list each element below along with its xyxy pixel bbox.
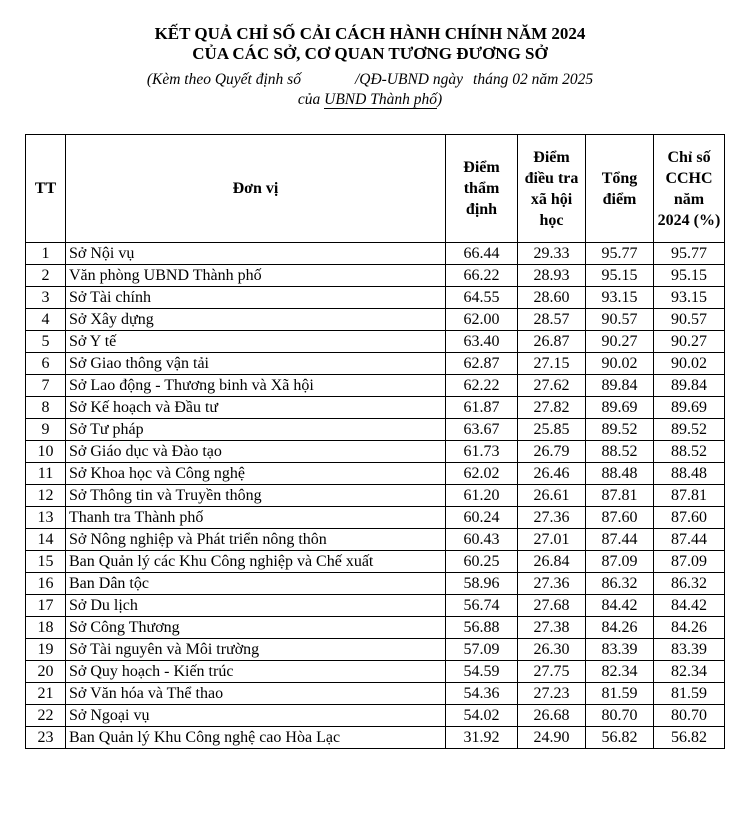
row-number: 7 <box>26 375 66 397</box>
appraisal-score: 56.74 <box>446 595 518 617</box>
appraisal-score: 54.02 <box>446 705 518 727</box>
row-number: 4 <box>26 309 66 331</box>
decision-date: tháng 02 năm 2025 <box>473 71 594 88</box>
column-header-total: Tổng điểm <box>586 135 654 243</box>
row-number: 3 <box>26 287 66 309</box>
unit-name: Sở Khoa học và Công nghệ <box>66 463 446 485</box>
table-row <box>26 705 725 727</box>
unit-name: Ban Quản lý Khu Công nghệ cao Hòa Lạc <box>66 727 446 749</box>
appraisal-score: 61.87 <box>446 397 518 419</box>
decision-reference <box>0 70 740 110</box>
index-percent: 88.52 <box>654 441 725 463</box>
survey-score: 28.93 <box>518 265 586 287</box>
row-number: 2 <box>26 265 66 287</box>
row-number: 16 <box>26 573 66 595</box>
survey-score: 27.38 <box>518 617 586 639</box>
column-header-index: Chỉ số CCHC năm 2024 (%) <box>654 135 725 243</box>
column-header-appraisal: Điểm thẩm định <box>446 135 518 243</box>
survey-score: 27.36 <box>518 573 586 595</box>
decision-reference-line-2 <box>0 90 740 110</box>
appraisal-score: 62.87 <box>446 353 518 375</box>
table-row <box>26 507 725 529</box>
unit-name: Sở Du lịch <box>66 595 446 617</box>
survey-score: 27.36 <box>518 507 586 529</box>
appraisal-score: 54.59 <box>446 661 518 683</box>
unit-name: Sở Y tế <box>66 331 446 353</box>
unit-name: Sở Lao động - Thương binh và Xã hội <box>66 375 446 397</box>
appraisal-score: 57.09 <box>446 639 518 661</box>
unit-name: Sở Văn hóa và Thể thao <box>66 683 446 705</box>
index-percent: 87.44 <box>654 529 725 551</box>
survey-score: 26.84 <box>518 551 586 573</box>
total-score: 89.52 <box>586 419 654 441</box>
appraisal-score: 60.25 <box>446 551 518 573</box>
decision-number-suffix: /QĐ-UBND ngày <box>354 71 464 88</box>
column-header-tt: TT <box>26 135 66 243</box>
survey-score: 26.79 <box>518 441 586 463</box>
unit-name: Ban Quản lý các Khu Công nghiệp và Chế xuất <box>66 551 446 573</box>
unit-name: Sở Giao thông vận tải <box>66 353 446 375</box>
survey-score: 27.15 <box>518 353 586 375</box>
survey-score: 28.57 <box>518 309 586 331</box>
table-row <box>26 243 725 265</box>
index-percent: 86.32 <box>654 573 725 595</box>
unit-name: Sở Thông tin và Truyền thông <box>66 485 446 507</box>
table-row <box>26 397 725 419</box>
unit-name: Sở Tư pháp <box>66 419 446 441</box>
total-score: 90.57 <box>586 309 654 331</box>
appraisal-score: 62.22 <box>446 375 518 397</box>
row-number: 14 <box>26 529 66 551</box>
row-number: 10 <box>26 441 66 463</box>
unit-name: Văn phòng UBND Thành phố <box>66 265 446 287</box>
appraisal-score: 66.44 <box>446 243 518 265</box>
row-number: 23 <box>26 727 66 749</box>
unit-name: Sở Ngoại vụ <box>66 705 446 727</box>
total-score: 86.32 <box>586 573 654 595</box>
index-percent: 82.34 <box>654 661 725 683</box>
appraisal-score: 60.43 <box>446 529 518 551</box>
total-score: 93.15 <box>586 287 654 309</box>
unit-name: Sở Công Thương <box>66 617 446 639</box>
table-row <box>26 595 725 617</box>
row-number: 20 <box>26 661 66 683</box>
column-header-survey: Điểm điều tra xã hội học <box>518 135 586 243</box>
index-percent: 89.69 <box>654 397 725 419</box>
unit-name: Sở Tài nguyên và Môi trường <box>66 639 446 661</box>
total-score: 88.52 <box>586 441 654 463</box>
table-row <box>26 573 725 595</box>
unit-name: Sở Nông nghiệp và Phát triển nông thôn <box>66 529 446 551</box>
index-percent: 81.59 <box>654 683 725 705</box>
table-row <box>26 331 725 353</box>
index-percent: 84.42 <box>654 595 725 617</box>
row-number: 9 <box>26 419 66 441</box>
index-percent: 83.39 <box>654 639 725 661</box>
survey-score: 28.60 <box>518 287 586 309</box>
total-score: 82.34 <box>586 661 654 683</box>
unit-name: Sở Kế hoạch và Đầu tư <box>66 397 446 419</box>
row-number: 18 <box>26 617 66 639</box>
row-number: 6 <box>26 353 66 375</box>
survey-score: 26.30 <box>518 639 586 661</box>
decision-close-paren: ) <box>436 91 443 108</box>
index-percent: 90.27 <box>654 331 725 353</box>
survey-score: 27.68 <box>518 595 586 617</box>
row-number: 19 <box>26 639 66 661</box>
appraisal-score: 31.92 <box>446 727 518 749</box>
total-score: 84.26 <box>586 617 654 639</box>
index-percent: 95.77 <box>654 243 725 265</box>
table-row <box>26 441 725 463</box>
table-row <box>26 353 725 375</box>
appraisal-score: 63.40 <box>446 331 518 353</box>
survey-score: 27.82 <box>518 397 586 419</box>
row-number: 22 <box>26 705 66 727</box>
total-score: 89.69 <box>586 397 654 419</box>
appraisal-score: 61.20 <box>446 485 518 507</box>
appraisal-score: 60.24 <box>446 507 518 529</box>
total-score: 87.60 <box>586 507 654 529</box>
total-score: 84.42 <box>586 595 654 617</box>
table-body <box>26 243 725 749</box>
decision-issuer: UBND Thành phố <box>324 91 437 108</box>
total-score: 90.27 <box>586 331 654 353</box>
index-percent: 88.48 <box>654 463 725 485</box>
appraisal-score: 62.00 <box>446 309 518 331</box>
total-score: 87.44 <box>586 529 654 551</box>
decision-of: của <box>297 91 321 108</box>
index-percent: 87.09 <box>654 551 725 573</box>
index-percent: 90.02 <box>654 353 725 375</box>
total-score: 95.77 <box>586 243 654 265</box>
decision-reference-line-1 <box>0 70 740 90</box>
table-row <box>26 529 725 551</box>
table-row <box>26 639 725 661</box>
index-percent: 93.15 <box>654 287 725 309</box>
total-score: 90.02 <box>586 353 654 375</box>
index-percent: 89.52 <box>654 419 725 441</box>
row-number: 21 <box>26 683 66 705</box>
table-row <box>26 661 725 683</box>
table-row <box>26 617 725 639</box>
unit-name: Sở Xây dựng <box>66 309 446 331</box>
table-row <box>26 683 725 705</box>
appraisal-score: 54.36 <box>446 683 518 705</box>
total-score: 95.15 <box>586 265 654 287</box>
survey-score: 26.46 <box>518 463 586 485</box>
appraisal-score: 64.55 <box>446 287 518 309</box>
total-score: 87.81 <box>586 485 654 507</box>
survey-score: 27.23 <box>518 683 586 705</box>
row-number: 17 <box>26 595 66 617</box>
survey-score: 26.87 <box>518 331 586 353</box>
title-line-2: CỦA CÁC SỞ, CƠ QUAN TƯƠNG ĐƯƠNG SỞ <box>192 44 548 63</box>
survey-score: 26.61 <box>518 485 586 507</box>
index-percent: 87.81 <box>654 485 725 507</box>
table-row <box>26 419 725 441</box>
table-header-row <box>26 135 725 243</box>
index-percent: 89.84 <box>654 375 725 397</box>
row-number: 1 <box>26 243 66 265</box>
survey-score: 27.75 <box>518 661 586 683</box>
document-heading <box>0 24 740 64</box>
row-number: 8 <box>26 397 66 419</box>
table-row <box>26 375 725 397</box>
table-row <box>26 727 725 749</box>
table-row <box>26 265 725 287</box>
index-percent: 84.26 <box>654 617 725 639</box>
survey-score: 27.62 <box>518 375 586 397</box>
total-score: 87.09 <box>586 551 654 573</box>
survey-score: 24.90 <box>518 727 586 749</box>
total-score: 81.59 <box>586 683 654 705</box>
title-line-1: KẾT QUẢ CHỈ SỐ CẢI CÁCH HÀNH CHÍNH NĂM 2024 <box>154 24 586 43</box>
appraisal-score: 61.73 <box>446 441 518 463</box>
results-table <box>25 134 725 749</box>
unit-name: Sở Tài chính <box>66 287 446 309</box>
total-score: 88.48 <box>586 463 654 485</box>
appraisal-score: 56.88 <box>446 617 518 639</box>
column-header-unit: Đơn vị <box>66 135 446 243</box>
appraisal-score: 66.22 <box>446 265 518 287</box>
table-row <box>26 309 725 331</box>
index-percent: 90.57 <box>654 309 725 331</box>
appraisal-score: 58.96 <box>446 573 518 595</box>
row-number: 5 <box>26 331 66 353</box>
unit-name: Sở Quy hoạch - Kiến trúc <box>66 661 446 683</box>
index-percent: 87.60 <box>654 507 725 529</box>
unit-name: Ban Dân tộc <box>66 573 446 595</box>
table-row <box>26 287 725 309</box>
total-score: 80.70 <box>586 705 654 727</box>
table-row <box>26 463 725 485</box>
decision-prefix: (Kèm theo Quyết định số <box>146 71 301 88</box>
survey-score: 25.85 <box>518 419 586 441</box>
total-score: 89.84 <box>586 375 654 397</box>
index-percent: 56.82 <box>654 727 725 749</box>
row-number: 15 <box>26 551 66 573</box>
survey-score: 26.68 <box>518 705 586 727</box>
total-score: 83.39 <box>586 639 654 661</box>
row-number: 11 <box>26 463 66 485</box>
row-number: 13 <box>26 507 66 529</box>
table-row <box>26 485 725 507</box>
unit-name: Thanh tra Thành phố <box>66 507 446 529</box>
index-percent: 80.70 <box>654 705 725 727</box>
row-number: 12 <box>26 485 66 507</box>
survey-score: 29.33 <box>518 243 586 265</box>
total-score: 56.82 <box>586 727 654 749</box>
unit-name: Sở Giáo dục và Đào tạo <box>66 441 446 463</box>
index-percent: 95.15 <box>654 265 725 287</box>
table-row <box>26 551 725 573</box>
survey-score: 27.01 <box>518 529 586 551</box>
appraisal-score: 63.67 <box>446 419 518 441</box>
appraisal-score: 62.02 <box>446 463 518 485</box>
unit-name: Sở Nội vụ <box>66 243 446 265</box>
